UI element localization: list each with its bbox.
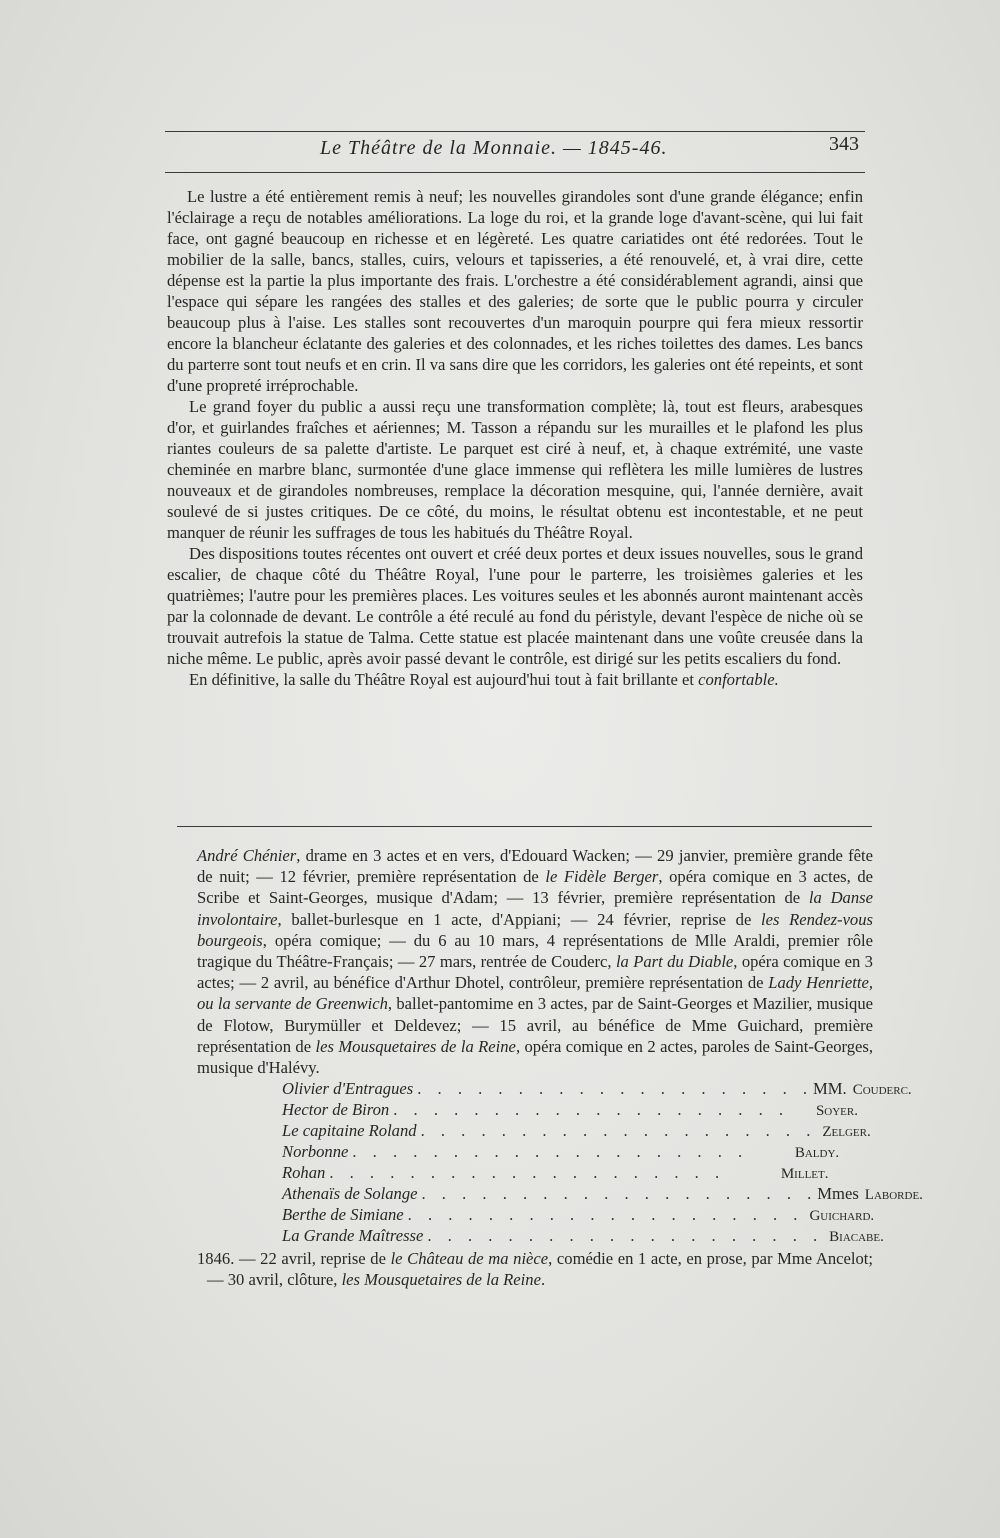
paragraph: Le grand foyer du public a aussi reçu une transformation complète; là, tout est fleurs, arabesques d'or, et guirlandes fraîches et aériennes; M. Tasson a répandu sur les murailles et le plafond les plus riantes couleurs de sa palette d'artiste. Le parquet est ciré à neuf, et, à chaque extrémité, une vaste cheminée en marbre blanc, surmontée d'une glace immense qui reflètera les mille lumières de lustres nouveaux et de girandoles nombreuses, remplace la décoration mesquine, qui, l'année dernière, avait soulevé de si justes critiques. De ce côté, du moins, le résultat obtenu est incontestable, et ne peut manquer de réunir les suffrages de tous les habitués du Théâtre Royal. <box>167 397 863 542</box>
cast-row: Le capitaine Roland . . . . . . . . . . . . . . . . . . . . Zelger. <box>282 1121 871 1141</box>
section-divider <box>177 826 872 827</box>
cast-row: La Grande Maîtresse . . . . . . . . . . . . . . . . . . . . Biacabe. <box>282 1226 884 1246</box>
closing-entry <box>197 1248 873 1290</box>
cast-row: Norbonne . . . . . . . . . . . . . . . . . . . . Baldy. <box>282 1142 840 1162</box>
cast-row: Rohan . . . . . . . . . . . . . . . . . . . . Millet. <box>282 1163 829 1183</box>
cast-row: Hector de Biron . . . . . . . . . . . . . . . . . . . . Soyer. <box>282 1100 858 1120</box>
cast-row: Berthe de Simiane . . . . . . . . . . . . . . . . . . . . Guichard. <box>282 1205 875 1225</box>
closing-paragraph: 1846. — 22 avril, reprise de le Château de ma nièce, comédie en 1 acte, en prose, par Mme Ancelot; — 30 avril, clôture, les Mousquetaires de la Reine. <box>197 1249 874 1290</box>
page-number: 343 <box>829 133 859 155</box>
paragraph-final: En définitive, la salle du Théâtre Royal est aujourd'hui tout à fait brillante et confortable. <box>189 670 779 689</box>
running-title: Le Théâtre de la Monnaie. — 1845-46. <box>320 137 668 159</box>
header-bottom-rule <box>165 172 865 173</box>
paragraph: Des dispositions toutes récentes ont ouvert et créé deux portes et deux issues nouvelles, sous le grand escalier, de chaque côté du Théâtre Royal, l'une pour le parterre, les troisièmes galeries et les quatrièmes; l'autre pour les premières places. Les voitures seules et les abonnés auront maintenant accès par la colonnade de devant. Le contrôle a été reculé au fond du péristyle, devant l'espèce de niche où se trouvait autrefois la statue de Talma. Cette statue est placée maintenant dans une voûte creusée dans la niche même. Le public, après avoir passé devant le contrôle, est dirigé sur les petits escaliers du fond. <box>167 544 863 668</box>
performance-notes <box>197 845 923 1291</box>
paragraph: Le lustre a été entièrement remis à neuf; les nouvelles girandoles sont d'une grande élégance; enfin l'éclairage a reçu de notables améliorations. La loge du roi, et la grande loge d'avant-scène, qui lui fait face, ont gagné beaucoup en richesse et en légèreté. Les quatre cariatides ont été redorées. Tout le mobilier de la salle, bancs, stalles, cuirs, velours et tapisseries, a été renouvelé, et, à vrai dire, cette dépense est la partie la plus importante des frais. L'orchestre a été considérablement agrandi, ainsi que l'espace qui sépare les rangées des stalles et des galeries; de sorte que le public pourra y circuler beaucoup plus à l'aise. Les stalles sont recouvertes d'un maroquin pourpre qui fera mieux ressortir encore la blancheur éclatante des galeries et des colonnades, et les riches toilettes des dames. Les bancs du parterre sont tout neufs et en crin. Il va sans dire que les corridors, les galeries ont été repeints, et sont d'une propreté irréprochable. <box>167 187 863 395</box>
main-text <box>167 186 863 690</box>
notes-paragraph: André Chénier, drame en 3 actes et en vers, d'Edouard Wacken; — 29 janvier, première grande fête de nuit; — 12 février, première représentation de le Fidèle Berger, opéra comique en 3 actes, de Scribe et Saint-Georges, musique d'Adam; — 13 février, première représentation de la Danse involontaire, ballet-burlesque en 1 acte, d'Appiani; — 24 février, reprise de les Rendez-vous bourgeois, opéra comique; — du 6 au 10 mars, 4 représentations de Mlle Araldi, premier rôle tragique du Théâtre-Français; — 27 mars, rentrée de Couderc, la Part du Diable, opéra comique en 3 actes; — 2 avril, au bénéfice d'Arthur Dhotel, contrôleur, première représentation de Lady Henriette, ou la servante de Greenwich, ballet-pantomime en 3 actes, par de Saint-Georges et Mazilier, musique de Flotow, Burymüller et Deldevez; — 15 avril, au bénéfice de Mme Guichard, première représentation de les Mousquetaires de la Reine, opéra comique en 2 actes, paroles de Saint-Georges, musique d'Halévy. <box>197 846 874 1078</box>
page-header <box>165 131 865 171</box>
cast-row: Olivier d'Entragues . . . . . . . . . . . . . . . . . . . . MM. Couderc. <box>282 1079 912 1099</box>
cast-row: Athenaïs de Solange . . . . . . . . . . . . . . . . . . . . Mmes Laborde. <box>282 1184 923 1204</box>
cast-list <box>282 1078 923 1246</box>
